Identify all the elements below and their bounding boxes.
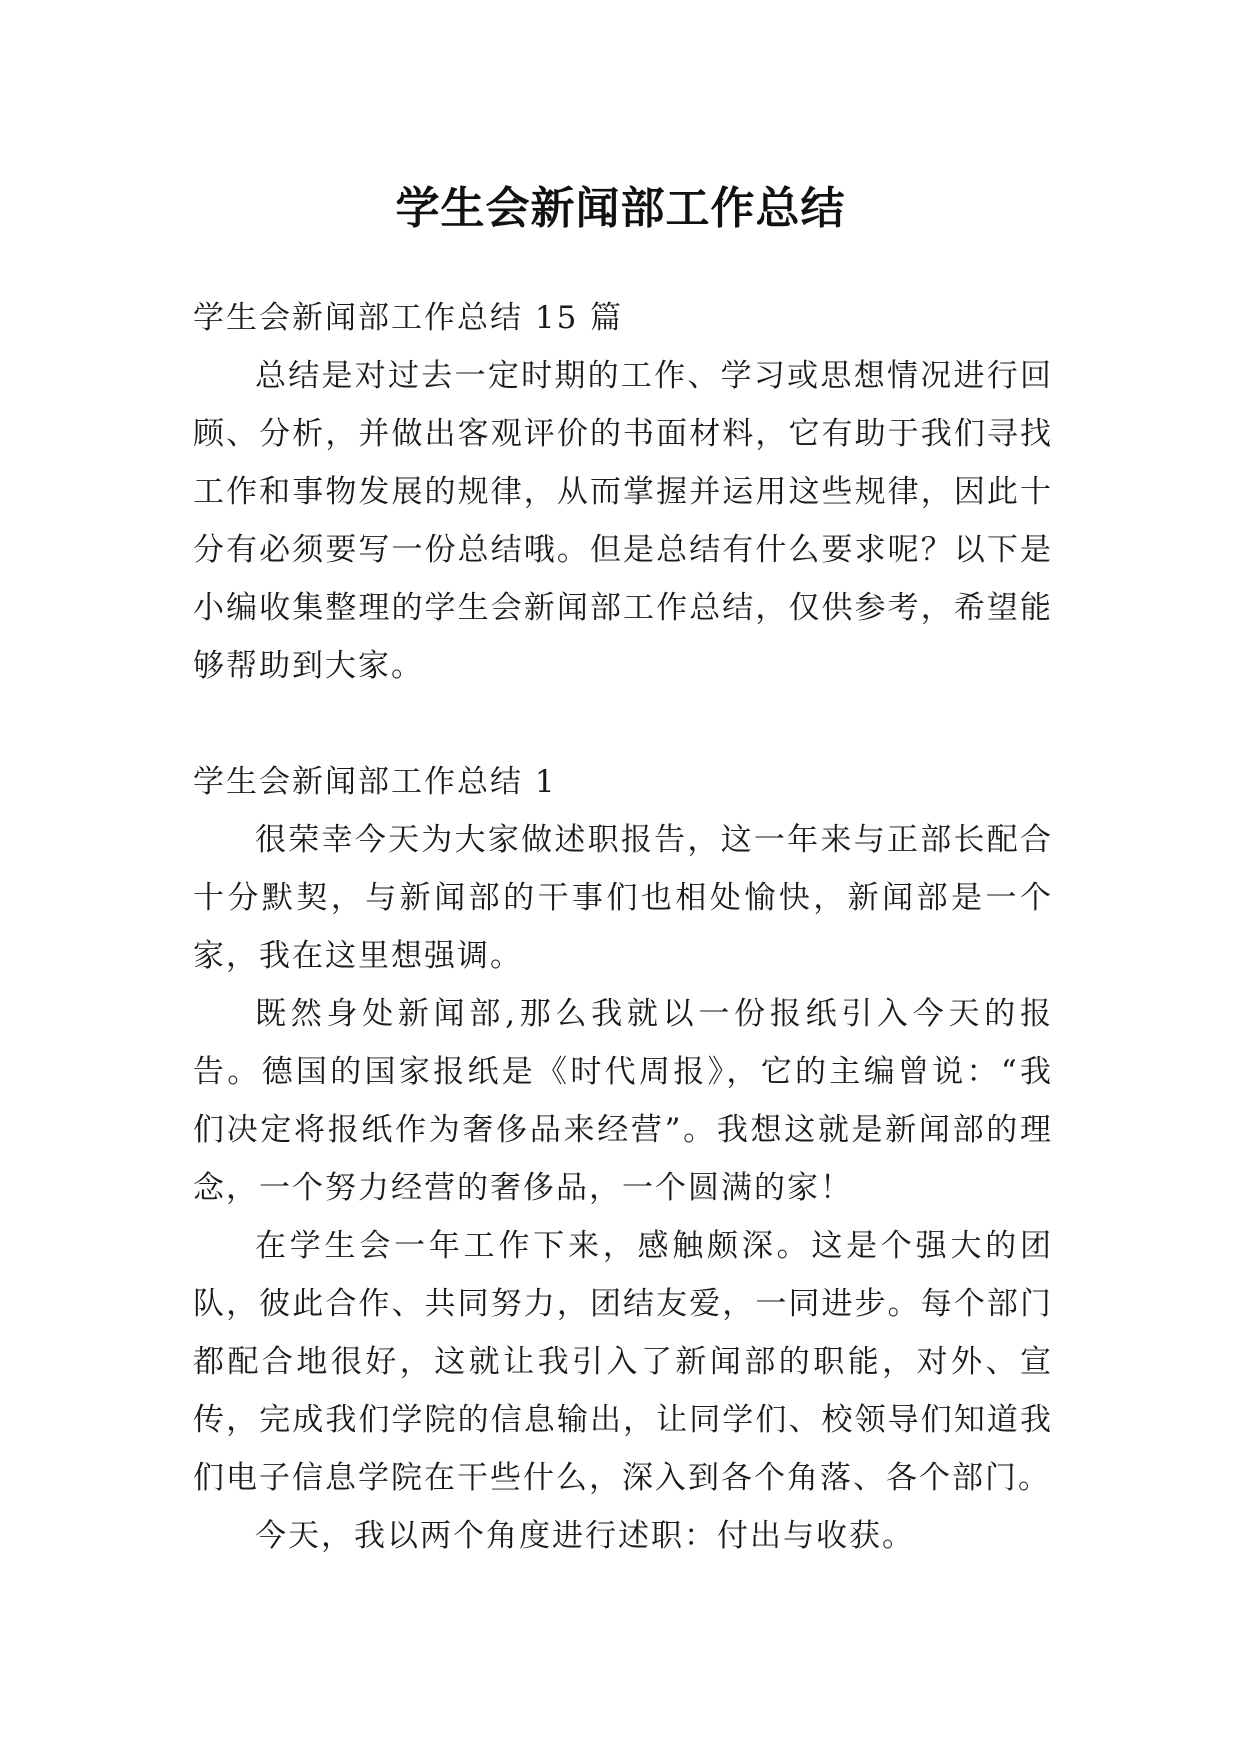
document-title: 学生会新闻部工作总结	[395, 183, 846, 235]
body-paragraph: 既然身处新闻部,那么我就以一份报纸引入今天的报告。德国的国家报纸是《时代周报》，它的主编曾说：“我们决定将报纸作为奢侈品来经营”。我想这就是新闻部的理念，一个努力经营的奢侈品，一个圆满的家！	[193, 996, 1053, 1206]
body-paragraph: 今天，我以两个角度进行述职：付出与收获。	[255, 1518, 915, 1554]
document-body	[193, 289, 1053, 1565]
body-paragraph: 在学生会一年工作下来，感触颇深。这是个强大的团队，彼此合作、共同努力，团结友爱，一同进步。每个部门都配合地很好，这就让我引入了新闻部的职能，对外、宣传，完成我们学院的信息输出，让同学们、校领导们知道我们电子信息学院在干些什么，深入到各个角落、各个部门。	[193, 1228, 1053, 1496]
section-spacer	[193, 695, 1053, 753]
body-paragraph: 很荣幸今天为大家做述职报告，这一年来与正部长配合十分默契，与新闻部的干事们也相处愉快，新闻部是一个家，我在这里想强调。	[193, 822, 1053, 974]
intro-paragraph: 总结是对过去一定时期的工作、学习或思想情况进行回顾、分析，并做出客观评价的书面材料，它有助于我们寻找工作和事物发展的规律，从而掌握并运用这些规律，因此十分有必须要写一份总结哦。但是总结有什么要求呢？以下是小编收集整理的学生会新闻部工作总结，仅供参考，希望能够帮助到大家。	[193, 358, 1053, 684]
section-heading: 学生会新闻部工作总结 1	[193, 764, 557, 800]
collection-heading: 学生会新闻部工作总结 15 篇	[193, 300, 624, 336]
